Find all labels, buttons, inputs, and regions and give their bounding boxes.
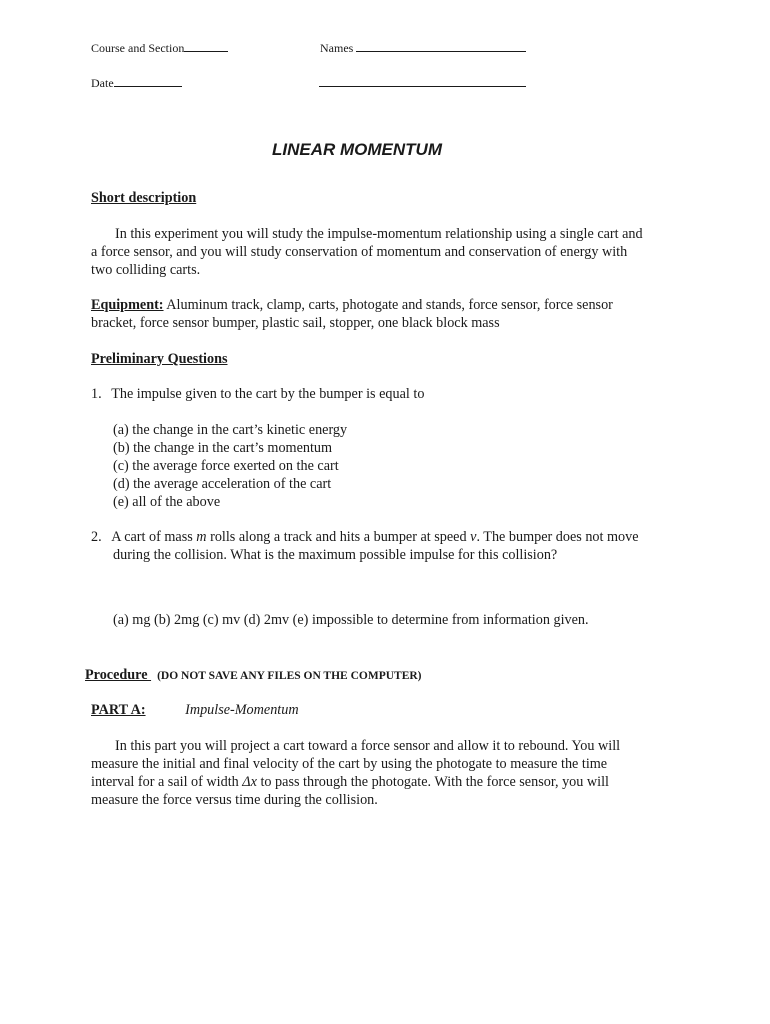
question-1	[91, 386, 424, 403]
short-description-line-1: In this experiment you will study the impulse-momentum relationship using a single cart and	[115, 226, 643, 242]
short-description-line-3: two colliding carts.	[91, 262, 201, 278]
question-2-number: 2.	[91, 529, 102, 545]
procedure-heading: Procedure	[85, 667, 152, 683]
part-a-line-2: measure the initial and final velocity of the cart by using the photogate to measure the time	[91, 756, 608, 772]
part-a-paragraph	[91, 737, 620, 809]
q1-option-a: (a) the change in the cart’s kinetic energy	[113, 422, 348, 438]
part-a-line-3-b: to pass through the photogate. With the force sensor, you will	[256, 774, 609, 790]
equipment-line-2: bracket, force sensor bumper, plastic sail, stopper, one black block mass	[91, 315, 500, 331]
equipment-paragraph	[91, 296, 613, 332]
date-label: Date	[91, 76, 114, 90]
short-description-paragraph	[91, 225, 643, 279]
question-2-line-2: during the collision. What is the maximum possible impulse for this collision?	[113, 547, 558, 563]
part-a-heading-row	[91, 701, 299, 719]
q1-option-b: (b) the change in the cart’s momentum	[113, 440, 333, 456]
names-blank	[356, 50, 526, 52]
names-label: Names	[320, 41, 354, 55]
q2-var-v: v	[470, 529, 477, 545]
part-a-line-1: In this part you will project a cart toward a force sensor and allow it to rebound. You will	[115, 738, 621, 754]
page-title: LINEAR MOMENTUM	[272, 140, 442, 159]
preliminary-heading: Preliminary Questions	[91, 351, 228, 367]
equipment-text-1: Aluminum track, clamp, carts, photogate and stands, force sensor, force sensor	[163, 297, 613, 313]
question-2	[91, 529, 639, 546]
q2-text-b: rolls along a track and hits a bumper at speed	[206, 529, 471, 545]
equipment-line-1	[91, 296, 613, 314]
course-section-field	[91, 41, 228, 56]
names-field	[320, 41, 526, 56]
procedure-heading-row	[85, 666, 422, 684]
question-2-answers: (a) mg (b) 2mg (c) mv (d) 2mv (e) impossible to determine from information given.	[113, 612, 589, 628]
part-a-line-3-a: interval for a sail of width	[91, 774, 243, 790]
short-description-heading: Short description	[91, 190, 197, 206]
short-description-line-2: a force sensor, and you will study conservation of momentum and conservation of energy with	[91, 244, 628, 260]
course-section-label: Course and Section	[91, 41, 185, 55]
date-field	[91, 76, 182, 91]
part-a-line-3	[91, 773, 620, 791]
date-blank	[114, 85, 182, 87]
course-section-blank	[184, 50, 228, 52]
question-2-line-1	[111, 529, 638, 545]
q2-text-c: . The bumper does not move	[476, 529, 639, 545]
q1-option-e: (e) all of the above	[113, 494, 221, 510]
q1-option-d: (d) the average acceleration of the cart	[113, 476, 332, 492]
question-1-options	[113, 421, 347, 511]
q2-text-a: A cart of mass	[111, 529, 197, 545]
names-blank-second-line	[319, 86, 526, 87]
q1-option-c: (c) the average force exerted on the cart	[113, 458, 339, 474]
procedure-note: (DO NOT SAVE ANY FILES ON THE COMPUTER)	[157, 670, 422, 682]
part-a-title: Impulse-Momentum	[185, 702, 299, 718]
q2-var-m: m	[196, 529, 207, 545]
part-a-label: PART A:	[91, 702, 146, 718]
part-a-var-dx: Δx	[242, 774, 257, 790]
question-1-number: 1.	[91, 386, 102, 402]
part-a-line-4: measure the force versus time during the collision.	[91, 792, 378, 808]
equipment-label: Equipment:	[91, 297, 164, 313]
question-1-text: The impulse given to the cart by the bumper is equal to	[111, 386, 425, 402]
